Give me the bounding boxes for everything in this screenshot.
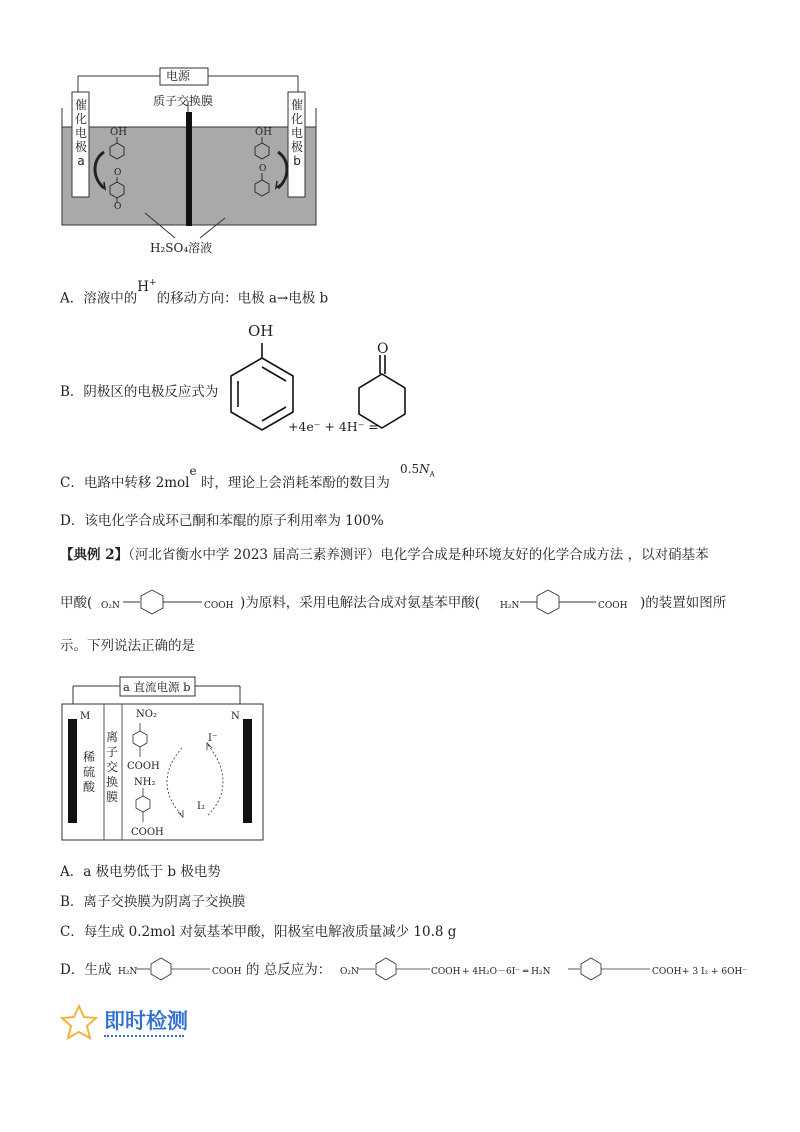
right-electrode-label: 催 化 电 极 b [290,98,303,168]
example-2-line3: 示。下列说法正确的是 [60,638,195,654]
n-label: N [231,711,240,722]
membrane-label: 质子交换膜 [153,94,214,108]
cooh-bottom-label: COOH [131,827,164,838]
iodine-label: I₂ [197,801,205,812]
amino-group: H₂N [500,601,520,611]
d-h2n: H₂N [118,967,138,977]
acid-label: 稀 硫 酸 [83,750,96,794]
left-electrode-label: 催 化 电 极 a [74,98,87,168]
q1-option-b: B．阴极区的电极反应式为 [60,384,219,400]
example-2-line2-mid: )为原料，采用电解法合成对氨基苯甲酸( [240,595,481,611]
nh2-label: NH₂ [134,777,156,788]
d-mid: 的 总反应为： [246,962,332,978]
q2-option-a: A．a 极电势低于 b 极电势 [60,864,221,880]
example-2-line2-suffix: )的装置如图所 [640,595,727,611]
oh-left: OH [110,127,127,138]
o-left-bottom: O [114,202,122,212]
iodide-label: I⁻ [208,733,218,744]
star-icon [60,1004,100,1040]
q2-option-d-prefix: D．生成 [60,962,112,978]
no2-label: NO₂ [136,709,157,720]
q1-option-a: A．溶液中的H+的移动方向：电极 a→电极 b [60,278,329,307]
oh-right: OH [255,127,272,138]
ketone-o: O [377,341,389,357]
b-equation-mid: +4e⁻ + 4H⁻ = [288,419,379,434]
c-value: $0.5N_A$ [400,462,435,479]
phenol-oh: OH [248,322,274,340]
d-cooh: COOH [212,967,242,977]
q1-option-d: D．该电化学合成环己酮和苯醌的原子利用率为 100% [60,513,384,529]
section-title: 即时检测 [104,1009,188,1033]
solution-label: H₂SO₄溶液 [150,241,213,255]
example-2-line1: 【典例 2】（河北省衡水中学 2023 届高三素养测评）电化学合成是种环境友好的化学合成方法 ，以对硝基苯 [60,547,709,563]
q1-option-c: C．电路中转移 2mole 时，理论上会消耗苯酚的数目为 [60,464,390,491]
q2-option-c: C．每生成 0.2mol 对氨基苯甲酸，阳极室电解液质量减少 10.8 g [60,924,457,940]
power-label: 电源 [166,69,191,83]
cooh-top-label: COOH [127,761,160,772]
m-label: M [80,711,91,722]
section-title-underline [104,1035,184,1037]
d-products: + 3 I₂ + 6OH⁻ [682,967,748,977]
nitro-cooh: COOH [204,601,234,611]
power-supply-label: a 直流电源 b [123,680,191,694]
example-2-line2-prefix: 甲酸( [60,595,93,611]
q2-option-b: B．离子交换膜为阴离子交换膜 [60,894,246,910]
d-reagents: + 4H₂O－6I⁻ ═ H₂N [462,967,551,977]
membrane-label-2: 离 子 交 换 膜 [106,730,119,804]
d-cooh3: COOH [652,967,682,977]
o-left-top: O [114,168,122,178]
o-right-top: O [259,164,267,174]
d-o2n: O₂N [340,967,359,977]
amino-cooh: COOH [598,601,628,611]
nitro-group: O₂N [101,601,120,611]
d-cooh2: COOH [431,967,461,977]
